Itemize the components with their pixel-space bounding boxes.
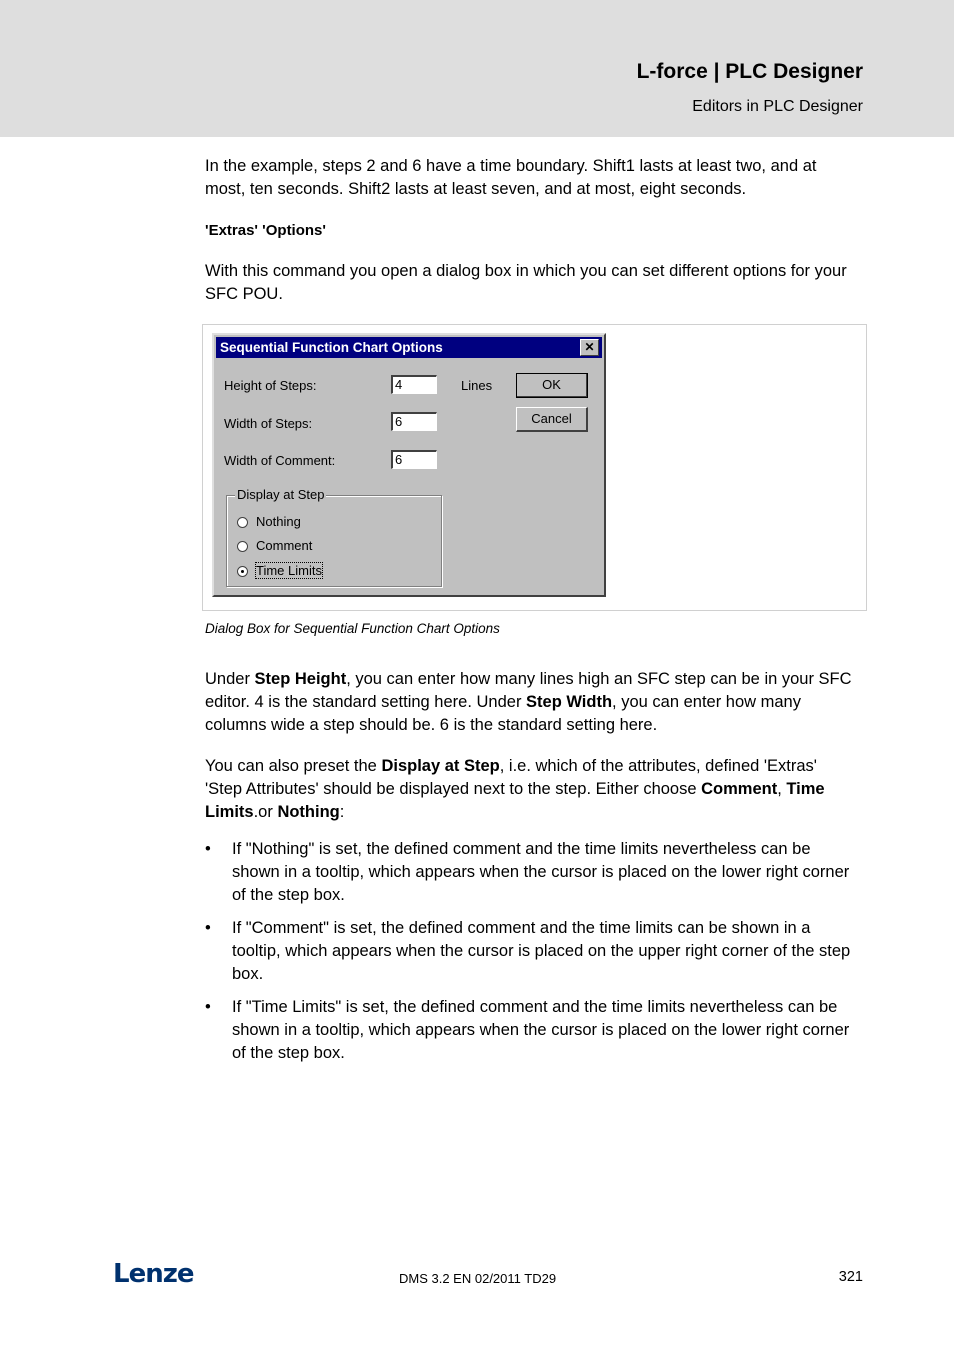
close-icon[interactable]: ✕ [580,339,599,356]
dialog-title: Sequential Function Chart Options [220,340,443,355]
footer-document-id: DMS 3.2 EN 02/2011 TD29 [399,1271,557,1286]
radio-circle-icon[interactable] [237,541,248,552]
lenze-logo: Lenze [113,1259,194,1289]
figure-caption: Dialog Box for Sequential Function Chart Options [205,621,500,636]
display-at-step-group [226,487,442,587]
page-number: 321 [838,1269,863,1285]
display-at-step-paragraph: You can also preset the Display at Step, i.e. which of the attributes, defined 'Extras' 'Step Attributes' should be displayed next to the step. Either choose Comment, Time Limits.or Nothing: [205,757,825,821]
radio-nothing[interactable] [237,514,301,529]
width-of-comment-input[interactable]: 6 [391,450,437,469]
header-band [0,0,954,137]
bullet-icon: • [205,919,211,937]
section-heading: 'Extras' 'Options' [205,222,326,239]
sfc-options-dialog [212,333,606,597]
cancel-button[interactable]: Cancel [516,407,588,432]
section-paragraph: With this command you open a dialog box in which you can set different options for your SFC POU. [205,262,847,303]
header-title: L-force | PLC Designer [636,60,863,83]
radio-time-limits-label: Time Limits [256,563,322,578]
width-of-steps-input[interactable]: 6 [391,412,437,431]
radio-time-limits[interactable] [237,563,322,578]
width-of-steps-label: Width of Steps: [224,416,313,431]
step-size-paragraph: Under Step Height, you can enter how many lines high an SFC step can be in your SFC editor. 4 is the standard setting here. Under Step Width, you can enter how many columns wide a step should be. 6 is the standard setting here. [205,670,852,734]
bullet-icon: • [205,998,211,1016]
bullet-icon: • [205,840,211,858]
header-subtitle: Editors in PLC Designer [692,98,863,115]
dialog-titlebar [216,337,602,358]
radio-comment[interactable] [237,538,312,553]
height-of-steps-label: Height of Steps: [224,378,317,393]
width-of-comment-label: Width of Comment: [224,453,336,468]
lines-label: Lines [461,378,493,393]
intro-paragraph: In the example, steps 2 and 6 have a time boundary. Shift1 lasts at least two, and at most, ten seconds. Shift2 lasts at least seven, and at most, eight seconds. [205,157,817,198]
radio-circle-icon[interactable] [237,517,248,528]
ok-button[interactable]: OK [516,373,588,398]
radio-nothing-label: Nothing [256,514,301,529]
display-at-step-label: Display at Step [237,487,325,502]
height-of-steps-input[interactable]: 4 [391,375,437,394]
radio-comment-label: Comment [256,538,313,553]
radio-selected-icon[interactable] [237,566,248,577]
